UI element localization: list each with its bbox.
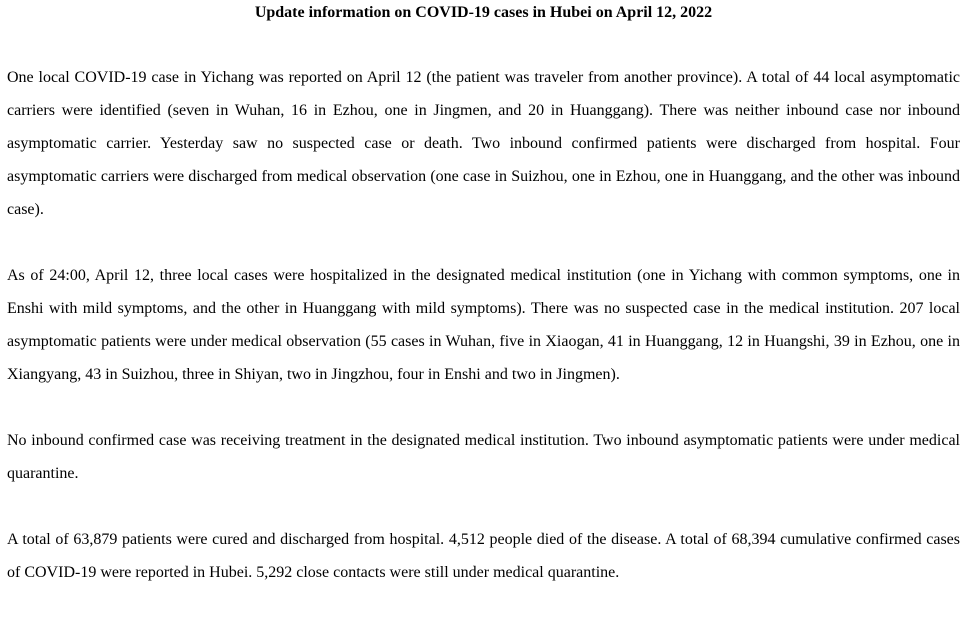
paragraph-daily-new-cases: One local COVID-19 case in Yichang was reported on April 12 (the patient was traveler from another province). A total of 44 local asymptomatic carriers were identified (seven in Wuhan, 16 in Ezhou, one in Jingmen, and 20 in Huanggang). There was neither inbound case nor inbound asymptomatic carrier. Yesterday saw no suspected case or death. Two inbound confirmed patients were discharged from hospital. Four asymptomatic carriers were discharged from medical observation (one case in Suizhou, one in Ezhou, one in Huanggang, and the other was inbound case). [7, 69, 960, 218]
paragraph-hospitalized-status: As of 24:00, April 12, three local cases were hospitalized in the designated medical institution (one in Yichang with common symptoms, one in Enshi with mild symptoms, and the other in Huanggang with mild symptoms). There was no suspected case in the medical institution. 207 local asymptomatic patients were under medical observation (55 cases in Wuhan, five in Xiaogan, 41 in Huanggang, 12 in Huangshi, 39 in Ezhou, one in Xiangyang, 43 in Suizhou, three in Shiyan, two in Jingzhou, four in Enshi and two in Jingmen). [7, 267, 960, 383]
document-title: Update information on COVID-19 cases in Hubei on April 12, 2022 [254, 4, 713, 21]
paragraph-cumulative-totals: A total of 63,879 patients were cured and discharged from hospital. 4,512 people died of the disease. A total of 68,394 cumulative confirmed cases of COVID-19 were reported in Hubei. 5,292 close contacts were still under medical quarantine. [7, 531, 960, 581]
paragraph-inbound-status: No inbound confirmed case was receiving treatment in the designated medical institution. Two inbound asymptomatic patients were under medical quarantine. [7, 432, 960, 482]
